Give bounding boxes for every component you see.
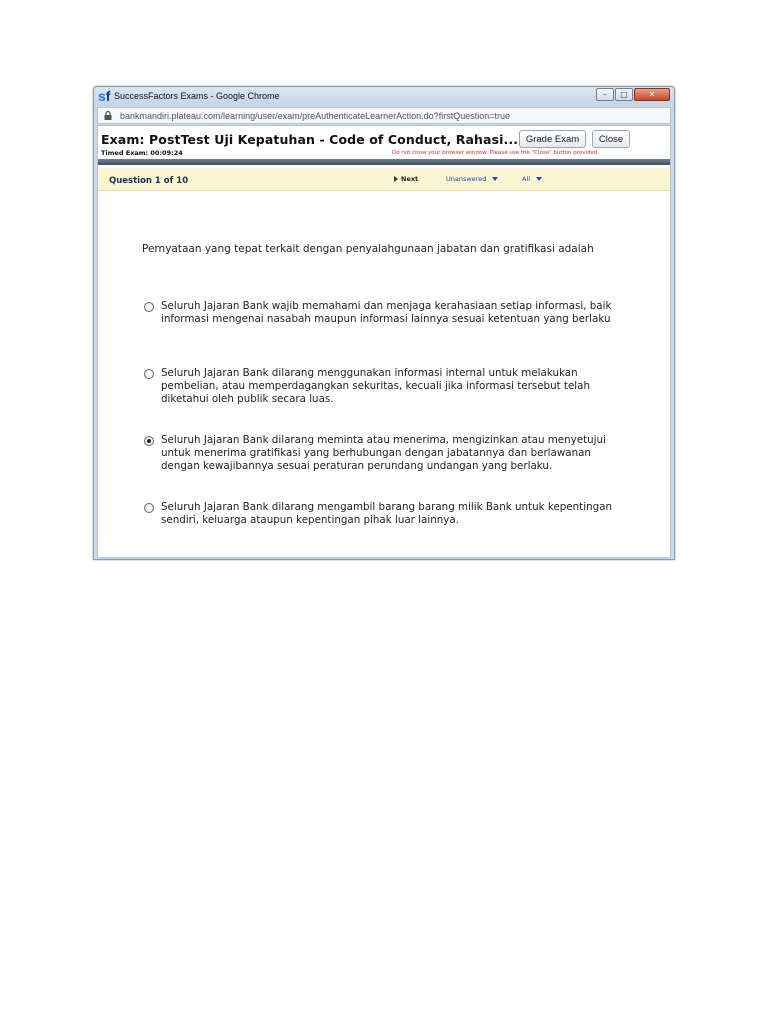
title-bar[interactable]	[94, 87, 674, 106]
all-label: All	[522, 175, 531, 183]
question-navbar	[98, 168, 670, 191]
chevron-down-icon	[536, 177, 542, 181]
header-divider	[98, 159, 670, 165]
question-text: Pernyataan yang tepat terkait dengan penyalahgunaan jabatan dan gratifikasi adalah	[142, 243, 594, 255]
close-window-icon[interactable]: ✕	[634, 88, 670, 101]
window-title: SuccessFactors Exams - Google Chrome	[114, 91, 280, 101]
lock-icon	[104, 111, 112, 120]
window-controls	[596, 88, 670, 101]
all-dropdown[interactable]	[522, 175, 542, 183]
minimize-icon[interactable]: –	[596, 88, 614, 101]
question-counter: Question 1 of 10	[109, 176, 189, 186]
close-exam-button[interactable]: Close	[592, 130, 630, 148]
maximize-icon[interactable]: □	[615, 88, 633, 101]
url-text: bankmandiri.plateau.com/learning/user/exam/preAuthenticateLearnerAction.do?firstQuestion=true	[120, 111, 510, 121]
radio-button-icon[interactable]	[144, 302, 154, 312]
arrow-right-icon	[394, 176, 398, 182]
exam-title: Exam: PostTest Uji Kepatuhan - Code of Conduct, Rahasi...	[101, 132, 519, 147]
radio-button-selected-icon[interactable]	[144, 436, 154, 446]
answer-option-text: Seluruh Jajaran Bank dilarang meminta atau menerima, mengizinkan atau menyetujui untuk menerima gratifikasi yang berhubungan dengan jabatannya dan berlawanan dengan kewajibannya sesuai peraturan perundang undangan yang berlaku.	[161, 434, 606, 472]
exam-header	[98, 126, 670, 156]
radio-button-icon[interactable]	[144, 369, 154, 379]
exam-timer: Timed Exam: 00:09:24	[101, 149, 183, 157]
unanswered-label: Unanswered	[446, 175, 487, 183]
successfactors-logo-icon: sf	[98, 88, 111, 104]
page-content	[97, 125, 671, 558]
next-label: Next	[401, 175, 419, 183]
unanswered-dropdown[interactable]	[446, 175, 498, 183]
answer-option-text: Seluruh Jajaran Bank dilarang menggunakan informasi internal untuk melakukan pembelian, atau memperdagangkan sekuritas, kecuali jika informasi tersebut telah diketahui oleh publik secara luas.	[161, 367, 590, 405]
browser-window	[93, 86, 675, 560]
chevron-down-icon	[492, 177, 498, 181]
answer-option-text: Seluruh Jajaran Bank dilarang mengambil barang barang milik Bank untuk kepentingan sendiri, keluarga ataupun kepentingan pihak luar lainnya.	[161, 501, 612, 526]
answer-option-text: Seluruh Jajaran Bank wajib memahami dan menjaga kerahasiaan setiap informasi, baik informasi mengenai nasabah maupun informasi lainnya sesuai ketentuan yang berlaku	[161, 300, 612, 325]
grade-exam-button[interactable]: Grade Exam	[519, 130, 586, 148]
address-bar[interactable]	[97, 107, 671, 124]
next-button[interactable]	[394, 175, 418, 183]
close-warning: Do not close your browser window. Please use the "Close" button provided.	[392, 150, 600, 156]
radio-button-icon[interactable]	[144, 503, 154, 513]
